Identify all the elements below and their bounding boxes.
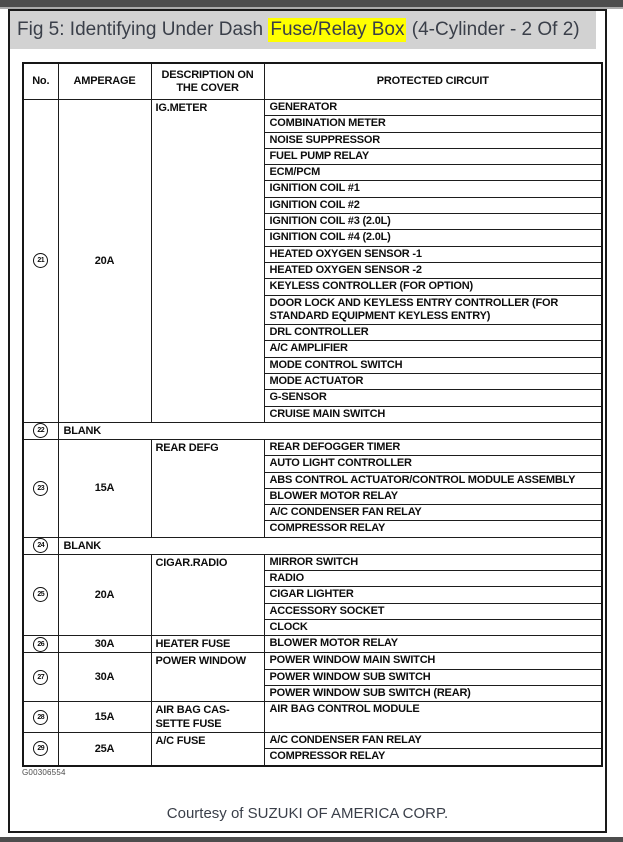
figure-title-suffix: (4-Cylinder - 2 Of 2) [406, 19, 580, 40]
protected-circuit-cell: CIGAR LIGHTER [264, 587, 602, 603]
fuse-number-cell [23, 422, 58, 439]
fuse-number-cell [23, 653, 58, 702]
fuse-row [23, 733, 602, 749]
protected-circuit-cell: POWER WINDOW MAIN SWITCH [264, 653, 602, 669]
header-amperage: AMPERAGE [58, 63, 151, 100]
protected-circuit-cell: A/C AMPLIFIER [264, 341, 602, 357]
cover-description-cell: REAR DEFG [151, 439, 264, 537]
fuse-row [23, 702, 602, 733]
amperage-cell: 15A [58, 439, 151, 537]
protected-circuit-cell: POWER WINDOW SUB SWITCH [264, 669, 602, 685]
fuse-number-cell [23, 554, 58, 635]
fuse-row [23, 100, 602, 116]
protected-circuit-cell: KEYLESS CONTROLLER (FOR OPTION) [264, 279, 602, 295]
protected-circuit-cell: ECM/PCM [264, 165, 602, 181]
courtesy-line: Courtesy of SUZUKI OF AMERICA CORP. [166, 805, 449, 822]
fuse-number-circle: 22 [33, 423, 48, 438]
protected-circuit-cell: CRUISE MAIN SWITCH [264, 406, 602, 422]
protected-circuit-cell: FUEL PUMP RELAY [264, 148, 602, 164]
amperage-cell: 20A [58, 100, 151, 423]
fuse-number-circle: 24 [33, 538, 48, 553]
protected-circuit-cell: DOOR LOCK AND KEYLESS ENTRY CONTROLLER (FOR STANDARD EQUIPMENT KEYLESS ENTRY) [264, 295, 602, 325]
fuse-row [23, 439, 602, 455]
protected-circuit-cell: HEATED OXYGEN SENSOR -2 [264, 262, 602, 278]
protected-circuit-cell: GENERATOR [264, 100, 602, 116]
protected-circuit-cell: MIRROR SWITCH [264, 554, 602, 570]
figure-title-prefix: Fig 5: Identifying Under Dash [17, 19, 269, 40]
fuse-number-circle: 21 [33, 253, 48, 268]
header-no: No. [23, 63, 58, 100]
fuse-row [23, 653, 602, 669]
figure-page [8, 9, 607, 833]
fuse-number-cell [23, 100, 58, 423]
figure-title-bar [10, 11, 596, 49]
fuse-row [23, 554, 602, 570]
blank-cell: BLANK [58, 537, 602, 554]
protected-circuit-cell: REAR DEFOGGER TIMER [264, 439, 602, 455]
cover-description-cell: POWER WINDOW [151, 653, 264, 702]
header-protected-circuit: PROTECTED CIRCUIT [264, 63, 602, 100]
fuse-row-blank [23, 537, 602, 554]
cover-description-cell: HEATER FUSE [151, 636, 264, 653]
protected-circuit-cell: COMPRESSOR RELAY [264, 749, 602, 766]
fuse-table [22, 62, 603, 767]
figure-title-highlight: Fuse/Relay Box [270, 19, 405, 40]
protected-circuit-cell: BLOWER MOTOR RELAY [264, 636, 602, 653]
fuse-number-circle: 25 [33, 587, 48, 602]
cover-description-cell: A/C FUSE [151, 733, 264, 766]
amperage-cell: 25A [58, 733, 151, 766]
protected-circuit-cell: HEATED OXYGEN SENSOR -1 [264, 246, 602, 262]
protected-circuit-cell: NOISE SUPPRESSOR [264, 132, 602, 148]
protected-circuit-cell: IGNITION COIL #3 (2.0L) [264, 214, 602, 230]
protected-circuit-cell: COMBINATION METER [264, 116, 602, 132]
protected-circuit-cell: IGNITION COIL #1 [264, 181, 602, 197]
fuse-number-cell [23, 439, 58, 537]
protected-circuit-cell: RADIO [264, 571, 602, 587]
fuse-table-header-row [23, 63, 602, 100]
fuse-number-cell [23, 636, 58, 653]
fuse-table-body [23, 100, 602, 766]
protected-circuit-cell: DRL CONTROLLER [264, 325, 602, 341]
amperage-cell: 30A [58, 636, 151, 653]
protected-circuit-cell: AIR BAG CONTROL MODULE [264, 702, 602, 733]
header-description: DESCRIPTION ON THE COVER [151, 63, 264, 100]
fuse-number-cell [23, 702, 58, 733]
protected-circuit-cell: ACCESSORY SOCKET [264, 603, 602, 619]
protected-circuit-cell: IGNITION COIL #2 [264, 197, 602, 213]
fuse-number-cell [23, 537, 58, 554]
fuse-row-blank [23, 422, 602, 439]
protected-circuit-cell: COMPRESSOR RELAY [264, 521, 602, 537]
protected-circuit-cell: POWER WINDOW SUB SWITCH (REAR) [264, 685, 602, 701]
protected-circuit-cell: MODE ACTUATOR [264, 374, 602, 390]
window-top-edge [0, 0, 623, 9]
blank-cell: BLANK [58, 422, 602, 439]
fuse-number-circle: 27 [33, 670, 48, 685]
fuse-number-circle: 29 [33, 741, 48, 756]
protected-circuit-cell: ABS CONTROL ACTUATOR/CONTROL MODULE ASSEMBLY [264, 472, 602, 488]
protected-circuit-cell: A/C CONDENSER FAN RELAY [264, 505, 602, 521]
protected-circuit-cell: A/C CONDENSER FAN RELAY [264, 733, 602, 749]
protected-circuit-cell: CLOCK [264, 619, 602, 635]
protected-circuit-cell: G-SENSOR [264, 390, 602, 406]
protected-circuit-cell: MODE CONTROL SWITCH [264, 357, 602, 373]
figure-code: G00306554 [22, 768, 66, 777]
fuse-table-container [22, 62, 605, 767]
amperage-cell: 20A [58, 554, 151, 635]
fuse-number-cell [23, 733, 58, 766]
fuse-number-circle: 28 [33, 710, 48, 725]
protected-circuit-cell: IGNITION COIL #4 (2.0L) [264, 230, 602, 246]
amperage-cell: 15A [58, 702, 151, 733]
fuse-number-circle: 23 [33, 481, 48, 496]
cover-description-cell: AIR BAG CAS-SETTE FUSE [151, 702, 264, 733]
window-bottom-edge [0, 837, 623, 842]
protected-circuit-cell: BLOWER MOTOR RELAY [264, 488, 602, 504]
cover-description-cell: IG.METER [151, 100, 264, 423]
fuse-row [23, 636, 602, 653]
cover-description-cell: CIGAR.RADIO [151, 554, 264, 635]
amperage-cell: 30A [58, 653, 151, 702]
protected-circuit-cell: AUTO LIGHT CONTROLLER [264, 456, 602, 472]
fuse-number-circle: 26 [33, 637, 48, 652]
